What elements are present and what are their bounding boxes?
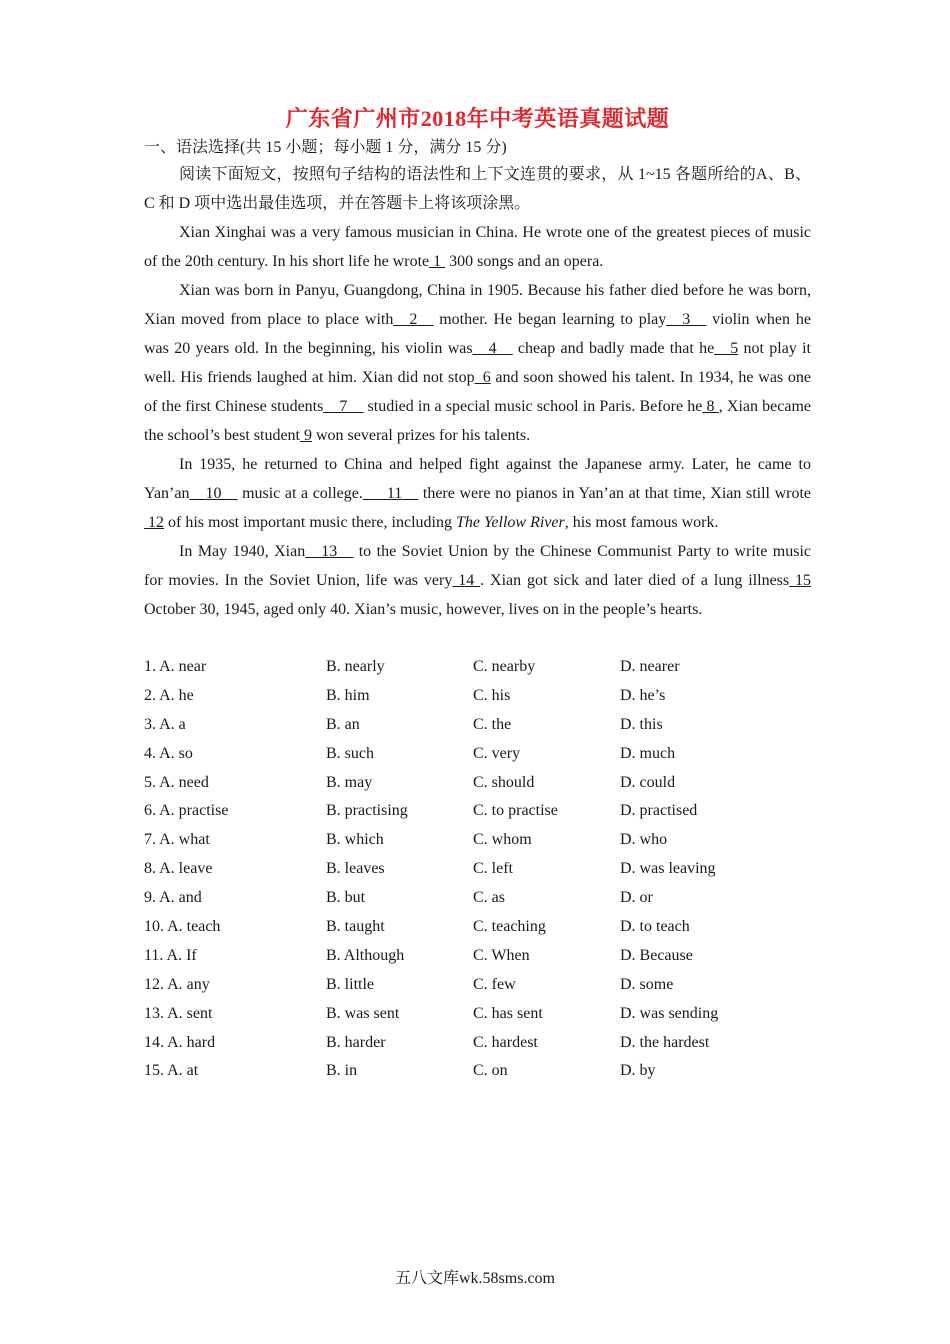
- document-page: [144, 104, 811, 1086]
- option-d: D. Because: [620, 946, 693, 964]
- question-row: [144, 913, 811, 942]
- option-b: B. may: [326, 773, 373, 791]
- question-row: [144, 971, 811, 1000]
- blank-6: _6: [474, 369, 491, 386]
- passage-paragraph-1: [144, 218, 811, 276]
- question-row: [144, 1057, 811, 1086]
- option-d: D. was leaving: [620, 860, 716, 878]
- question-row: [144, 1029, 811, 1058]
- text: October 30, 1945, aged only 40. Xian’s music, however, lives on in the people’s hearts.: [144, 601, 703, 618]
- option-a: 8. A. leave: [144, 860, 213, 878]
- blank-14: 14: [452, 572, 481, 589]
- question-row: [144, 826, 811, 855]
- option-a: 1. A. near: [144, 658, 207, 675]
- option-d: D. or: [620, 889, 653, 907]
- option-d: D. to teach: [620, 918, 690, 936]
- option-d: D. practised: [620, 802, 698, 820]
- option-d: D. nearer: [620, 658, 680, 675]
- option-d: D. could: [620, 773, 676, 791]
- section-heading: 一、语法选择(共 15 小题；每小题 1 分，满分 15 分): [144, 139, 507, 156]
- blank-15: 15: [789, 572, 812, 589]
- blank-5: __5: [714, 340, 739, 357]
- option-b: B. him: [326, 686, 370, 704]
- song-title: The Yellow River: [455, 514, 565, 531]
- blank-11: ___11__: [362, 485, 419, 502]
- text: of his most important music there, including: [164, 514, 456, 531]
- option-b: B. which: [326, 831, 384, 849]
- option-b: B. Although: [326, 946, 405, 964]
- text: , his most famous work.: [564, 514, 719, 531]
- blank-1: 1: [429, 253, 446, 270]
- option-c: C. teaching: [473, 918, 546, 936]
- option-c: C. few: [473, 975, 516, 993]
- option-c: C. as: [473, 889, 505, 907]
- text: In May 1940, Xian: [179, 543, 306, 560]
- instructions: 阅读下面短文，按照句子结构的语法性和上下文连贯的要求，从 1~15 各题所给的A、B、C 和 D 项中选出最佳选项，并在答题卡上将该项涂黑。: [144, 166, 811, 212]
- option-a: 15. A. at: [144, 1062, 199, 1080]
- answer-options: [144, 653, 811, 1086]
- option-b: B. nearly: [326, 658, 385, 675]
- option-c: C. has sent: [473, 1004, 543, 1022]
- option-b: B. was sent: [326, 1004, 400, 1022]
- option-b: B. in: [326, 1062, 358, 1080]
- question-row: [144, 942, 811, 971]
- option-a: 2. A. he: [144, 686, 194, 704]
- question-row: [144, 1000, 811, 1029]
- option-d: D. some: [620, 975, 674, 993]
- option-c: C. whom: [473, 831, 532, 849]
- question-row: [144, 855, 811, 884]
- option-a: 10. A. teach: [144, 918, 221, 936]
- text: studied in a special music school in Paris. Before he: [363, 398, 703, 415]
- option-d: D. he’s: [620, 686, 666, 704]
- option-a: 9. A. and: [144, 889, 202, 907]
- option-d: D. was sending: [620, 1004, 719, 1022]
- text: Xian Xinghai was a very famous musician in China. He wrote one of the greatest pieces of music of the 20th century. In his short life he wrote: [144, 224, 811, 270]
- option-a: 5. A. need: [144, 773, 209, 791]
- blank-2: __2__: [393, 311, 434, 328]
- option-c: C. very: [473, 744, 521, 762]
- option-c: C. the: [473, 715, 512, 733]
- question-row: [144, 769, 811, 798]
- blank-13: __13__: [305, 543, 354, 560]
- option-a: 13. A. sent: [144, 1004, 213, 1022]
- blank-12: 12: [144, 514, 164, 531]
- option-c: C. on: [473, 1062, 508, 1080]
- option-b: B. such: [326, 744, 374, 762]
- option-c: C. When: [473, 946, 530, 964]
- blank-4: __4__: [472, 340, 513, 357]
- option-b: B. taught: [326, 918, 385, 936]
- text: cheap and badly made that he: [512, 340, 715, 357]
- text: won several prizes for his talents.: [311, 427, 531, 444]
- option-a: 7. A. what: [144, 831, 210, 849]
- text: there were no pianos in Yan’an at that time, Xian still wrote: [418, 485, 812, 502]
- option-d: D. by: [620, 1062, 656, 1080]
- question-row: [144, 711, 811, 740]
- option-b: B. little: [326, 975, 374, 993]
- option-c: C. to practise: [473, 802, 558, 820]
- option-a: 11. A. If: [144, 946, 197, 964]
- text: and soon showed his talent. In 1934, he was one of the first Chinese students: [144, 369, 811, 415]
- passage-paragraph-4: [144, 537, 811, 624]
- option-b: B. harder: [326, 1033, 386, 1051]
- option-c: C. should: [473, 773, 535, 791]
- option-a: 6. A. practise: [144, 802, 229, 820]
- text: 300 songs and an opera.: [445, 253, 604, 270]
- blank-7: __7__: [323, 398, 364, 415]
- question-row: [144, 653, 811, 682]
- option-d: D. this: [620, 715, 663, 733]
- option-c: C. hardest: [473, 1033, 538, 1051]
- footer-watermark: 五八文库wk.58sms.com: [394, 1270, 555, 1287]
- option-c: C. his: [473, 686, 511, 704]
- option-b: B. leaves: [326, 860, 385, 878]
- option-d: D. who: [620, 831, 668, 849]
- text: music at a college.: [237, 485, 363, 502]
- text: violin when he was 20 years old. In the beginning, his violin was: [144, 311, 812, 357]
- text: Xian was born in Panyu, Guangdong, China in 1905. Because his father died before he was born, Xian moved from place to place with: [144, 282, 811, 328]
- option-a: 12. A. any: [144, 975, 210, 993]
- option-b: B. but: [326, 889, 366, 907]
- option-b: B. practising: [326, 802, 408, 820]
- blank-3: __3__: [666, 311, 707, 328]
- option-d: D. much: [620, 744, 676, 762]
- option-a: 14. A. hard: [144, 1033, 216, 1051]
- option-a: 3. A. a: [144, 715, 186, 733]
- page-title: 广东省广州市2018年中考英语真题试题: [285, 106, 670, 131]
- option-b: B. an: [326, 715, 360, 733]
- passage-paragraph-3: [144, 450, 811, 537]
- question-row: [144, 884, 811, 913]
- blank-9: 9: [299, 427, 312, 444]
- option-c: C. nearby: [473, 658, 536, 675]
- question-row: [144, 740, 811, 769]
- question-row: [144, 682, 811, 711]
- text: not play it well. His friends laughed at him. Xian did not stop: [144, 340, 811, 386]
- text: . Xian got sick and later died of a lung illness: [480, 572, 790, 589]
- text: mother. He began learning to play: [433, 311, 667, 328]
- text: In 1935, he returned to China and helped fight against the Japanese army. Later, he came to Yan’an: [144, 456, 811, 502]
- question-row: [144, 797, 811, 826]
- passage-paragraph-2: [144, 276, 811, 450]
- blank-10: __10__: [189, 485, 238, 502]
- text: to the Soviet Union by the Chinese Communist Party to write music for movies. In the Soviet Union, life was very: [144, 543, 811, 589]
- option-a: 4. A. so: [144, 744, 193, 762]
- option-c: C. left: [473, 860, 513, 878]
- text: , Xian became the school’s best student: [144, 398, 812, 444]
- blank-8: 8: [702, 398, 719, 415]
- option-d: D. the hardest: [620, 1033, 710, 1051]
